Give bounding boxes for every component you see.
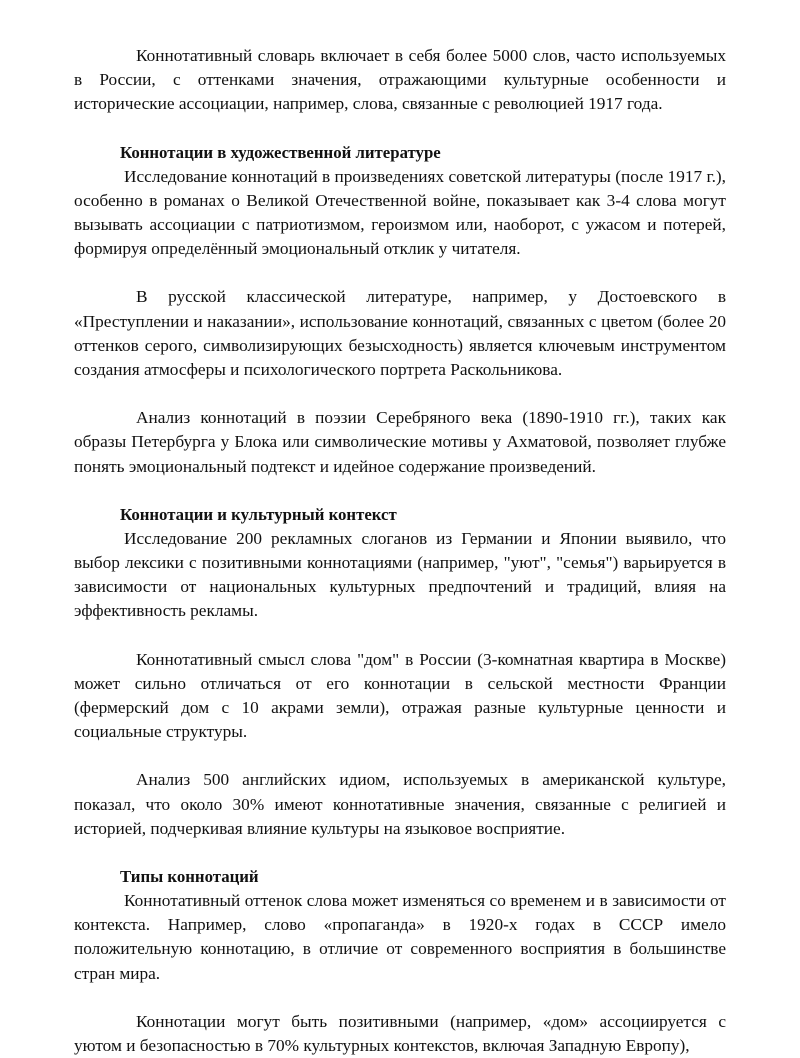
spacer (74, 479, 726, 503)
section-heading-cultural-context: Коннотации и культурный контекст (120, 504, 397, 524)
section-heading-connotation-types: Типы коннотаций (120, 867, 259, 887)
spacer (74, 382, 726, 406)
section-heading-literature: Коннотации в художественной литературе (120, 142, 441, 162)
paragraph-silver-age: Анализ коннотаций в поэзии Серебряного века (1890-1910 гг.), таких как образы Петербурга у Блока или символические мотивы у Ахматовой, позволяет глубже понять эмоциональный подтекст и идейное содержание произведений. (74, 408, 726, 476)
paragraph-connotative-dictionary: Коннотативный словарь включает в себя более 5000 слов, часто используемых в России, с оттенками значения, отражающими культурные особенности и исторические ассоциации, например, слова, связанные с революцией 1917 года. (74, 46, 726, 114)
spacer (74, 841, 726, 865)
paragraph-house-meaning: Коннотативный смысл слова "дом" в России (3-комнатная квартира в Москве) может сильно отличаться от его коннотации в сельской местности Франции (фермерский дом с 10 акрами земли), отражая разные культурные ценности и социальные структуры. (74, 649, 726, 742)
paragraph-soviet-literature: Исследование коннотаций в произведениях советской литературы (после 1917 г.), особенно в романах о Великой Отечественной войне, показывает как 3-4 слова могут вызывать ассоциации с патриотизмом, героизмом или, наоборот, с ужасом и потерей, формируя определённый эмоциональный отклик у читателя. (74, 166, 726, 259)
spacer (74, 624, 726, 648)
spacer (74, 744, 726, 768)
paragraph-propaganda: Коннотативный оттенок слова может изменяться со временем и в зависимости от контекста. Например, слово «пропаганда» в 1920-х годах в СССР имело положительную коннотацию, в отличие от современного восприятия в большинстве стран мира. (74, 891, 726, 983)
paragraph-dostoevsky: В русской классической литературе, например, у Достоевского в «Преступлении и наказании», использование коннотаций, связанных с цветом (более 20 оттенков серого, символизирующих безысходность) является ключевым инструментом создания атмосферы и психологического портрета Раскольникова. (74, 287, 726, 380)
spacer (74, 986, 726, 1010)
paragraph-advertising-slogans: Исследование 200 рекламных слоганов из Германии и Японии выявило, что выбор лексики с позитивными коннотациями (например, "уют", "семья") варьируется в зависимости от национальных культурных предпочтений и традиций, влияя на эффективность рекламы. (74, 528, 726, 621)
spacer (74, 117, 726, 141)
paragraph-english-idioms: Анализ 500 английских идиом, используемых в американской культуре, показал, что около 30% имеют коннотативные значения, связанные с религией и историей, подчеркивая влияние культуры на языковое восприятие. (74, 770, 726, 838)
paragraph-positive-connotations: Коннотации могут быть позитивными (например, «дом» ассоциируется с уютом и безопасностью в 70% культурных контекстов, включая Западную Европу), (74, 1011, 726, 1056)
document-page (74, 44, 726, 1058)
spacer (74, 261, 726, 285)
